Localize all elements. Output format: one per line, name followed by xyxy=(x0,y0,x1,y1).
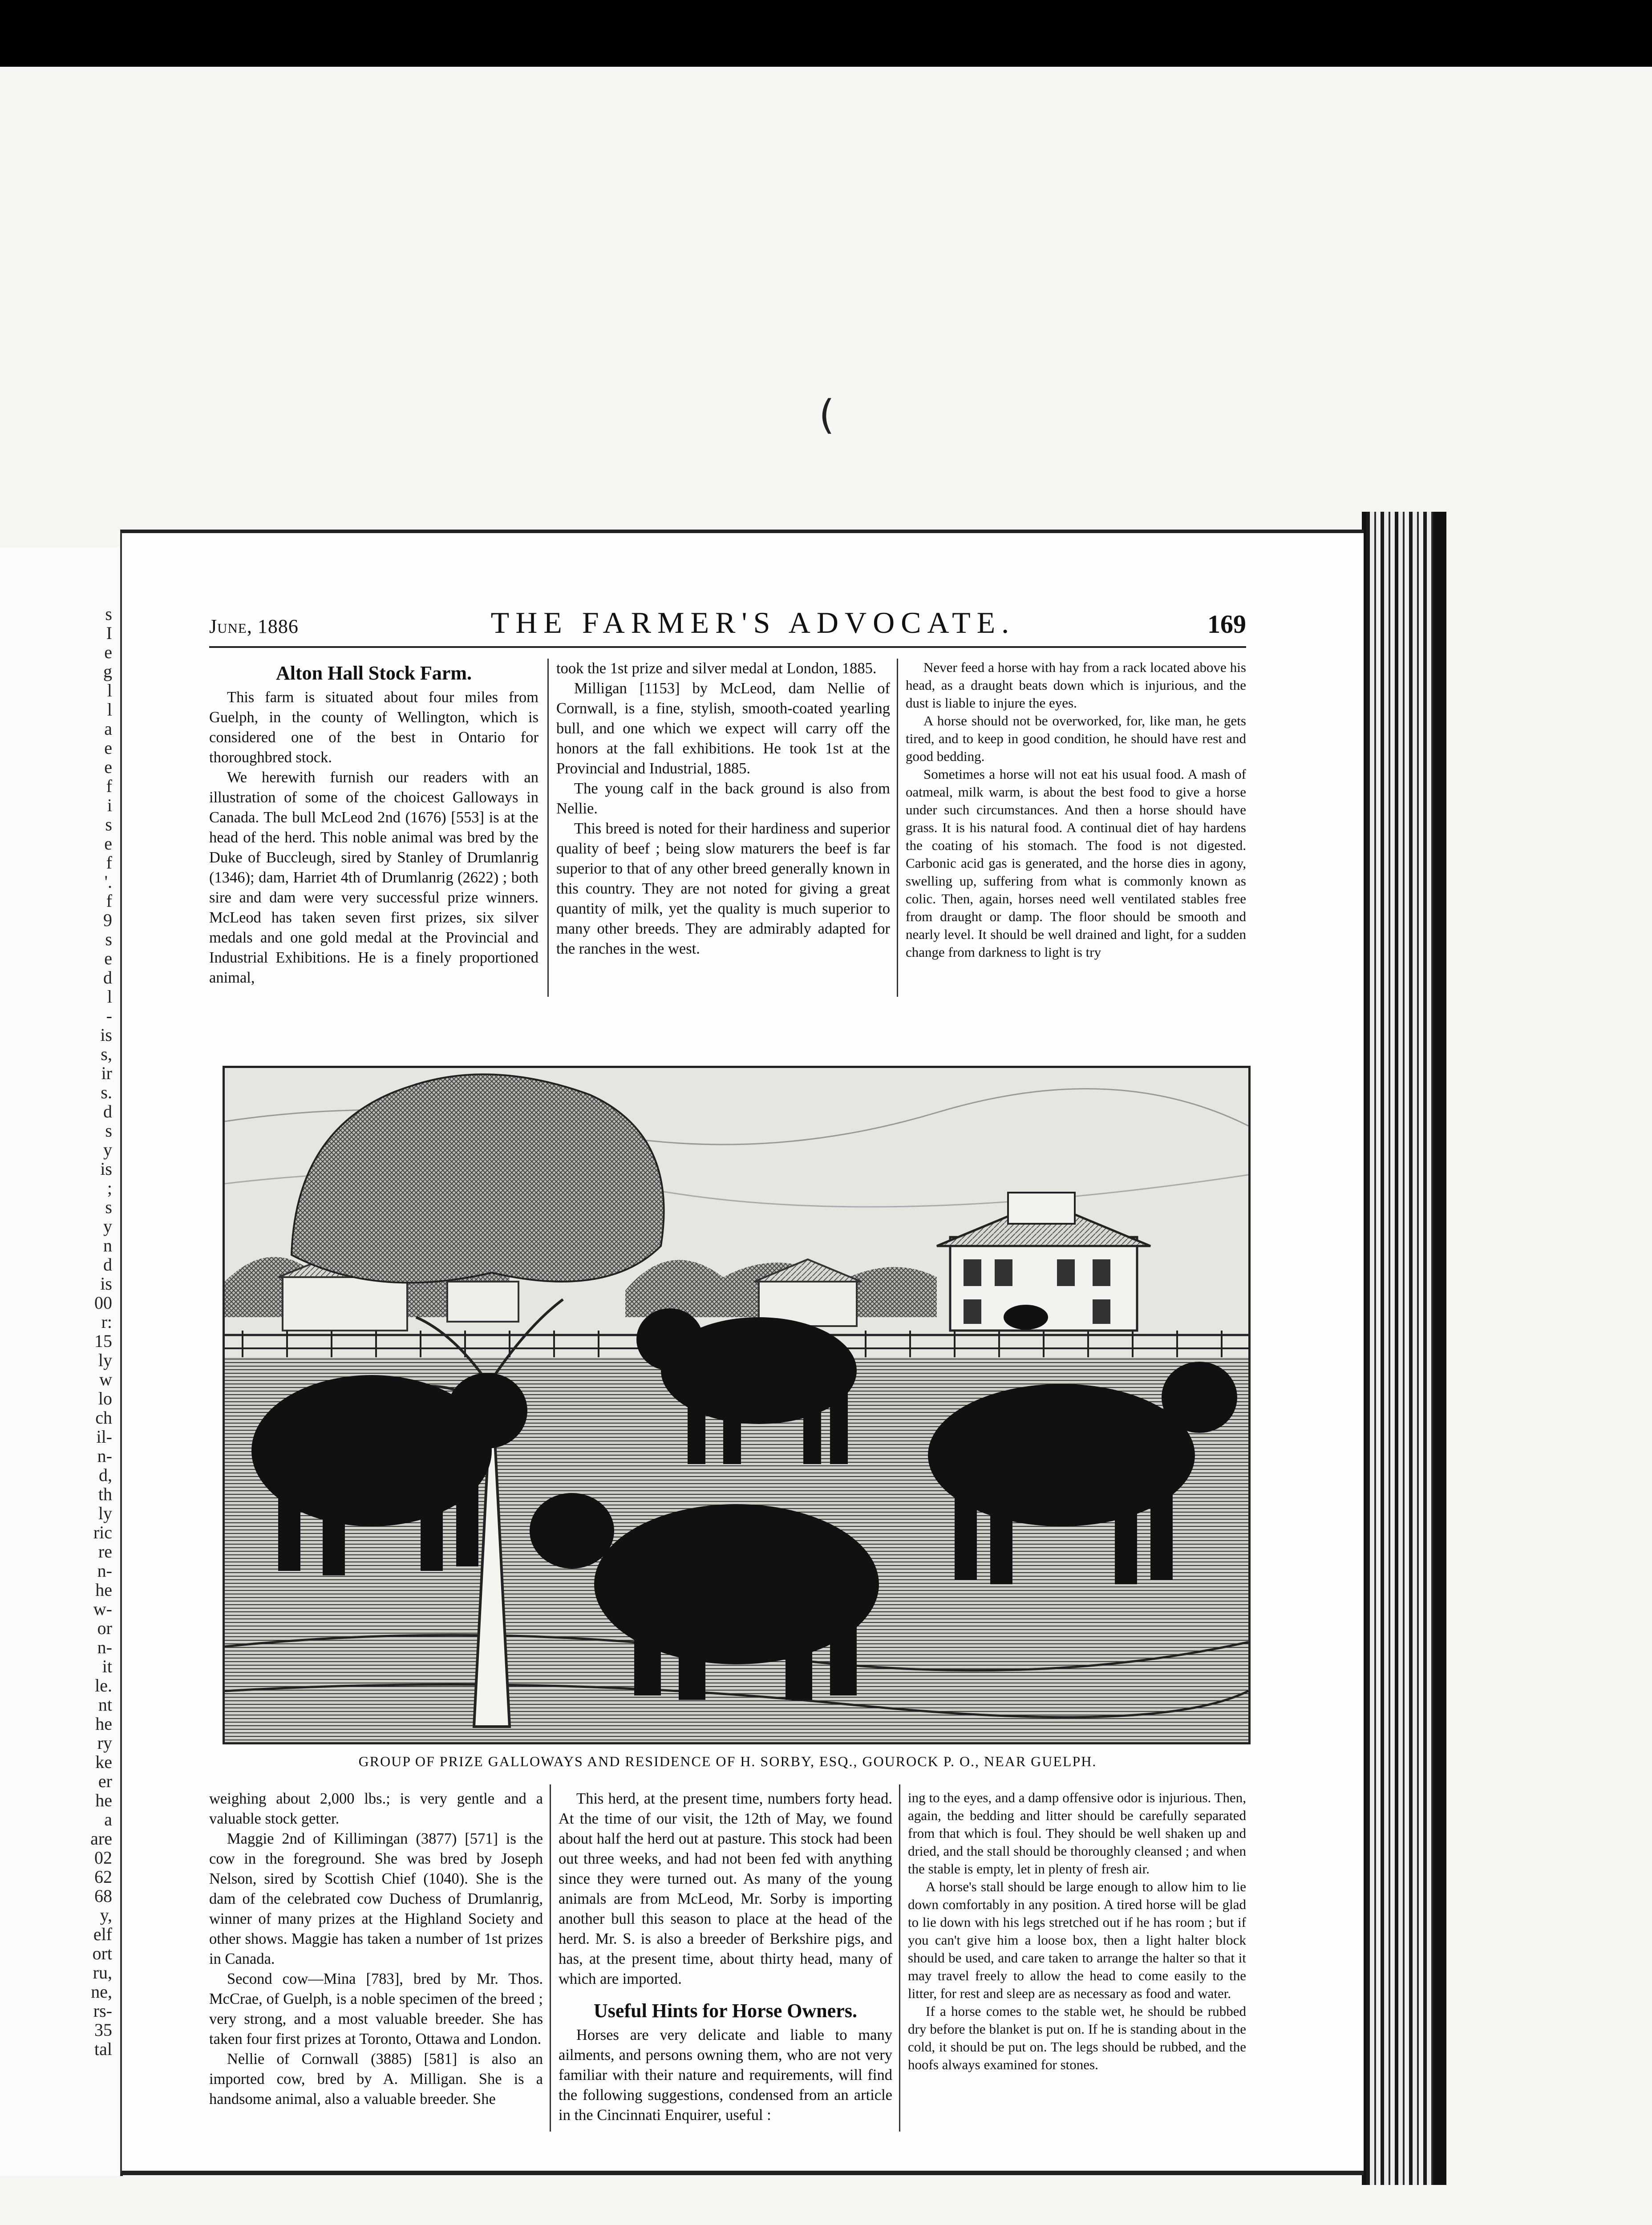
previous-page-text-fragment: ly xyxy=(98,1350,112,1370)
previous-page-text-fragment: '. xyxy=(104,872,112,892)
column-rule xyxy=(547,659,549,997)
previous-page-text-fragment: ne, xyxy=(91,1982,112,2002)
previous-page-text-fragment: 00 xyxy=(94,1293,112,1313)
paragraph: A horse should not be overworked, for, like man, he gets tired, and to keep in good condition, he should have rest and good bedding. xyxy=(906,713,1246,764)
engraving-prize-galloways xyxy=(223,1066,1251,1744)
previous-page-text-fragment: ort xyxy=(92,1943,112,1963)
previous-page-text-fragment: l xyxy=(107,987,112,1007)
previous-page-text-fragment: i xyxy=(107,795,112,815)
previous-page-text-fragment: 62 xyxy=(94,1867,112,1887)
column-2-bottom xyxy=(559,1789,892,2125)
previous-page-text-fragment: s xyxy=(105,814,112,834)
page-header xyxy=(209,605,1246,648)
column-rule xyxy=(550,1784,551,2132)
previous-page-text-fragment: th xyxy=(98,1484,112,1504)
paragraph: Maggie 2nd of Killimingan (3877) [571] is the cow in the foreground. She was bred by Joseph Nelson, sired by Scottish Chief (1040). She is the dam of the celebrated cow Duchess of Drumlanrig, winner of many prizes at the Highland Society and other shows. Maggie has taken a number of 1st prizes in Canada. xyxy=(209,1830,543,1967)
previous-page-text-fragment: e xyxy=(104,757,112,777)
previous-page-text-fragment: d xyxy=(103,1254,112,1274)
previous-page-text-fragment: - xyxy=(106,1006,112,1026)
previous-page-text-fragment: it xyxy=(102,1656,112,1676)
previous-page-text-fragment: he xyxy=(95,1790,112,1810)
column-1-top xyxy=(209,663,539,988)
previous-page-text-fragment: e xyxy=(104,642,112,662)
previous-page-text-fragment: s xyxy=(105,929,112,949)
previous-page-text-fragment: e xyxy=(104,738,112,758)
previous-page-text-fragment: er xyxy=(98,1771,112,1791)
paragraph: Milligan [1153] by McLeod, dam Nellie of Cornwall, is a fine, stylish, smooth-coated yearling bull, and one which we expect will carry off the honors at the fall exhibitions. He took 1st at the Provincial and Industrial, 1885. xyxy=(556,680,890,777)
previous-page-text-fragment: s xyxy=(105,1121,112,1141)
paragraph: We herewith furnish our readers with an illustration of some of the choicest Galloways in Canada. The bull McLeod 2nd (1676) [553] is at the head of the herd. This noble animal was bred by the Duke of Buccleugh, sired by Stanley of Drumlanrig (1346); dam, Harriet 4th of Drumlanrig (2622) ; both sire and dam were very successful prize winners. McLeod has taken seven first prizes, six silver medals and one gold medal at the Provincial and Industrial Exhibitions. He is a finely proportioned animal, xyxy=(209,769,539,986)
paragraph: If a horse comes to the stable wet, he should be rubbed dry before the blanket is put on. If he is standing about in the cold, it should be put on. The legs should be rubbed, and the hoofs always examined for stones. xyxy=(908,2003,1246,2072)
paragraph: Horses are very delicate and liable to many ailments, and persons owning them, who are not very familiar with their nature and requirements, will find the following suggestions, condensed from an article in the Cincinnati Enquirer, useful : xyxy=(559,2027,892,2124)
previous-page-text-fragment: nt xyxy=(98,1695,112,1715)
previous-page-text-fragment: l xyxy=(107,680,112,700)
previous-page-text-fragment: g xyxy=(103,661,112,681)
previous-page-text-fragment: w- xyxy=(93,1599,112,1619)
previous-page-text-fragment: l xyxy=(107,700,112,720)
paragraph: Nellie of Cornwall (3885) [581] is also an imported cow, bred by A. Milligan. She is a handsome animal, also a valuable breeder. She xyxy=(209,2051,543,2108)
paragraph: weighing about 2,000 lbs.; is very gentle and a valuable stock getter. xyxy=(209,1790,543,1827)
previous-page-text-fragment: n xyxy=(103,1235,112,1255)
previous-page-text-fragment: n- xyxy=(97,1561,112,1581)
paragraph: A horse's stall should be large enough to allow him to lie down comfortably in any position. A tired horse will be glad to lie down with his legs stretched out if he has room ; but if you can't give him a loose box, then a light halter block should be used, and care taken to arrange the halter so that it may travel freely to allow the head to come easily to the litter, for rest and sleep are as necessary as food and water. xyxy=(908,1879,1246,2001)
paragraph: ing to the eyes, and a damp offensive odor is injurious. Then, again, the bedding and litter should be carefully separated from that which is foul. They should be well shaken up and dried, and the stall should be thoroughly cleansed ; and when the stable is empty, let in plenty of fresh air. xyxy=(908,1790,1246,1877)
previous-page-text-fragment: elf xyxy=(93,1924,112,1944)
previous-page-text-fragment: he xyxy=(95,1580,112,1600)
previous-page-text-fragment: 15 xyxy=(94,1331,112,1351)
previous-page-text-fragment: or xyxy=(97,1618,112,1638)
previous-page-text-fragment: ch xyxy=(95,1408,112,1428)
paragraph: This farm is situated about four miles from Guelph, in the county of Wellington, which is considered one of the best in Ontario for thoroughbred stock. xyxy=(209,689,539,766)
book-page-edges xyxy=(1362,512,1446,2185)
illustration-caption: GROUP OF PRIZE GALLOWAYS AND RESIDENCE OF H. SORBY, ESQ., GOUROCK P. O., NEAR GUELPH. xyxy=(358,1753,1097,1769)
previous-page-text-fragment: r: xyxy=(101,1312,112,1332)
previous-page-text-fragment: f xyxy=(106,776,112,796)
previous-page-text-fragment: s, xyxy=(101,1044,112,1064)
previous-page-edge xyxy=(0,547,123,2176)
previous-page-text-fragment: ly xyxy=(98,1503,112,1523)
paragraph: This breed is noted for their hardiness and superior quality of beef ; being slow maturers the beef is far superior to that of any other breed generally known in this country. They are not noted for giving a great quantity of milk, yet the quality is much superior to many other breeds. They are admirably adapted for the ranches in the west. xyxy=(556,820,890,957)
column-rule xyxy=(897,659,898,997)
previous-page-text-fragment: ric xyxy=(93,1522,112,1542)
previous-page-text-fragment: y, xyxy=(100,1905,112,1925)
previous-page-text-fragment: ir xyxy=(101,1063,112,1083)
previous-page-text-fragment: is xyxy=(100,1159,112,1179)
previous-page-text-fragment: n- xyxy=(97,1637,112,1657)
previous-page-text-fragment: e xyxy=(104,833,112,854)
previous-page-text-fragment: tal xyxy=(94,2039,112,2059)
paragraph: The young calf in the back ground is also from Nellie. xyxy=(556,780,890,817)
previous-page-text-fragment: y xyxy=(103,1140,112,1160)
previous-page-text-fragment: a xyxy=(104,719,112,739)
previous-page-text-fragment: I xyxy=(106,623,112,643)
previous-page-text-fragment: s xyxy=(105,604,112,624)
previous-page-text-fragment: 9 xyxy=(103,910,112,930)
previous-page-text-fragment: d xyxy=(103,967,112,987)
paragraph: took the 1st prize and silver medal at London, 1885. xyxy=(556,660,877,677)
previous-page-text-fragment: rs- xyxy=(93,2001,112,2021)
paragraph: Second cow—Mina [783], bred by Mr. Thos. McCrae, of Guelph, is a noble specimen of the breed ; very strong, and a most valuable breeder. She has taken four first prizes at Toronto, Ottawa and London. xyxy=(209,1970,543,2047)
previous-page-text-fragment: he xyxy=(95,1714,112,1734)
previous-page-text-fragment: f xyxy=(106,853,112,873)
previous-page-text-fragment: is xyxy=(100,1025,112,1045)
previous-page-text-fragment: 02 xyxy=(94,1848,112,1868)
column-3-top xyxy=(906,659,1246,961)
previous-page-text-fragment: ke xyxy=(95,1752,112,1772)
previous-page-text-fragment: 68 xyxy=(94,1886,112,1906)
previous-page-text-fragment: e xyxy=(104,948,112,968)
scan-mark: ( xyxy=(819,392,835,438)
previous-page-text-fragment: ru, xyxy=(93,1962,112,1982)
previous-page-text-fragment: n- xyxy=(97,1446,112,1466)
page-number: 169 xyxy=(1207,610,1246,639)
article-heading-alton-hall: Alton Hall Stock Farm. xyxy=(276,662,472,684)
previous-page-text-fragment: is xyxy=(100,1274,112,1294)
article-heading-horse-hints: Useful Hints for Horse Owners. xyxy=(594,2000,857,2022)
paragraph: This herd, at the present time, numbers forty head. At the time of our visit, the 12th of May, we found about half the herd out at pasture. This stock had been out three weeks, and had not been fed with anything since they were turned out. As many of the young animals are from McLeod, Mr. Sorby is importing another bull this season to place at the head of the herd. Mr. S. is also a breeder of Berkshire pigs, and has, at the present time, about thirty head, many of which are imported. xyxy=(559,1790,892,1987)
previous-page-text-fragment: a xyxy=(104,1809,112,1829)
previous-page-text-fragment: d, xyxy=(99,1465,112,1485)
column-3-bottom xyxy=(908,1789,1246,2074)
previous-page-text-fragment: f xyxy=(106,891,112,911)
previous-page-text-fragment: ; xyxy=(107,1178,112,1198)
previous-page-text-fragment: 35 xyxy=(94,2020,112,2040)
previous-page-text-fragment: il- xyxy=(96,1427,112,1447)
masthead-title: THE FARMER'S ADVOCATE. xyxy=(490,606,1016,639)
previous-page-text-fragment: y xyxy=(103,1216,112,1236)
scan-border-top xyxy=(0,0,1652,67)
issue-date: June, 1886 xyxy=(209,615,299,637)
column-2-top xyxy=(556,659,890,959)
previous-page-text-fragment: ry xyxy=(97,1733,112,1753)
previous-page-text-fragment: d xyxy=(103,1101,112,1121)
previous-page-text-fragment: s xyxy=(105,1197,112,1217)
column-1-bottom xyxy=(209,1789,543,2109)
paragraph: Never feed a horse with hay from a rack located above his head, as a draught beats down which is injurious, and the dust is liable to injure the eyes. xyxy=(906,659,1246,711)
previous-page-text-fragment: le. xyxy=(95,1675,112,1695)
previous-page-text-fragment: are xyxy=(90,1829,112,1849)
previous-page-text-fragment: re xyxy=(98,1541,112,1562)
previous-page-text-fragment: s. xyxy=(101,1082,112,1102)
previous-page-text-fragment: lo xyxy=(98,1388,112,1408)
previous-page-text-fragment: w xyxy=(99,1369,112,1389)
paragraph: Sometimes a horse will not eat his usual food. A mash of oatmeal, milk warm, is about the best food to give a horse under such circumstances. And then a horse should have grass. It is his natural food. A continual diet of hay hardens the coating of his stomach. The food is not digested. Carbonic acid gas is generated, and the horse dies in agony, swelling up, suffering from what is commonly known as colic. Then, again, horses need well ventilated stables free from draught or damp. The floor should be smooth and nearly level. It should be well drained and light, for a sudden change from darkness to light is try xyxy=(906,766,1246,960)
column-rule xyxy=(899,1784,900,2132)
